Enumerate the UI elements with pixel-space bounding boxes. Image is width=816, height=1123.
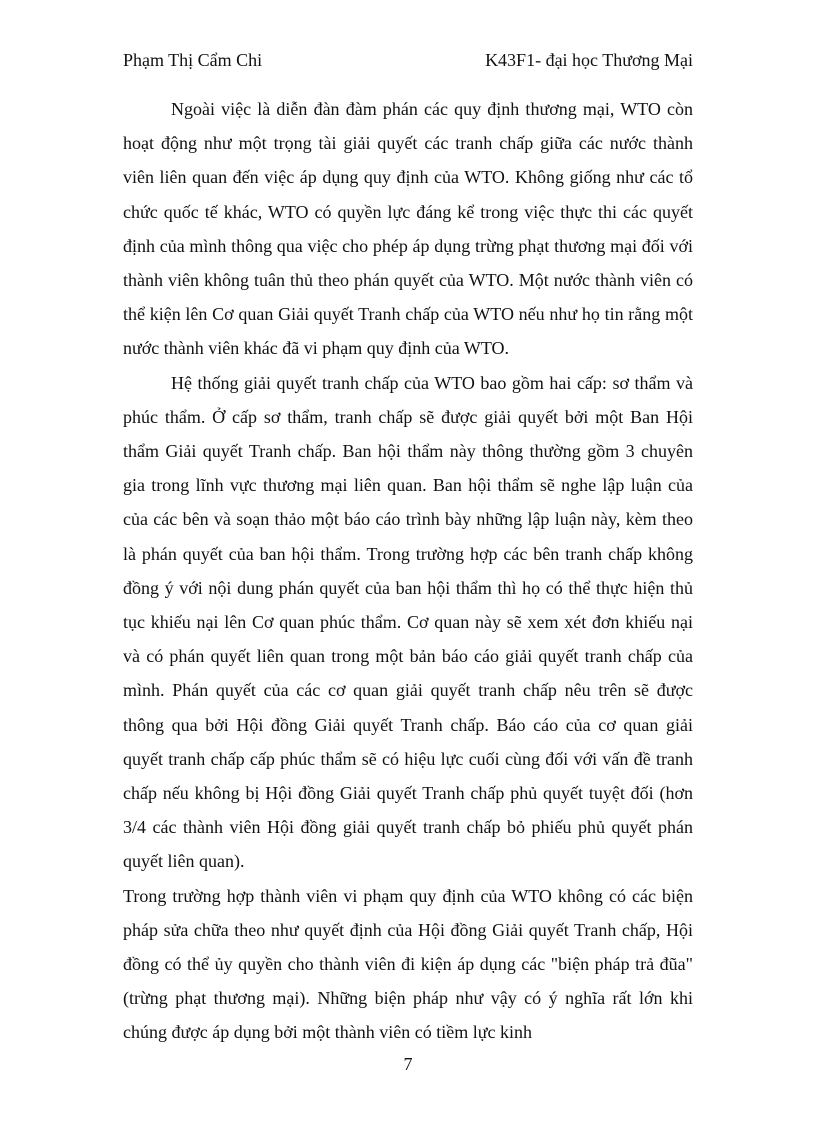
- header-class: K43F1- đại học Thương Mại: [485, 50, 693, 70]
- paragraph: Ngoài việc là diễn đàn đàm phán các quy định thương mại, WTO còn hoạt động như một trọng tài giải quyết các tranh chấp giữa các nước thành viên liên quan đến việc áp dụng quy định của WTO. Không giống như các tổ chức quốc tế khác, WTO có quyền lực đáng kể trong việc thực thi các quyết định của mình thông qua việc cho phép áp dụng trừng phạt thương mại đối với thành viên không tuân thủ theo phán quyết của WTO. Một nước thành viên có thể kiện lên Cơ quan Giải quyết Tranh chấp của WTO nếu như họ tin rằng một nước thành viên khác đã vi phạm quy định của WTO.: [123, 99, 693, 359]
- page-header: [123, 47, 693, 73]
- header-author: Phạm Thị Cẩm Chi: [123, 50, 263, 70]
- paragraph: Hệ thống giải quyết tranh chấp của WTO bao gồm hai cấp: sơ thẩm và phúc thẩm. Ở cấp sơ thẩm, tranh chấp sẽ được giải quyết bởi một Ban Hội thẩm Giải quyết Tranh chấp. Ban hội thẩm này thông thường gồm 3 chuyên gia trong lĩnh vực thương mại liên quan. Ban hội thẩm sẽ nghe lập luận của của các bên và soạn thảo một báo cáo trình bày những lập luận này, kèm theo là phán quyết của ban hội thẩm. Trong trường hợp các bên tranh chấp không đồng ý với nội dung phán quyết của ban hội thẩm thì họ có thể thực hiện thủ tục khiếu nại lên Cơ quan phúc thẩm. Cơ quan này sẽ xem xét đơn khiếu nại và có phán quyết liên quan trong một bản báo cáo giải quyết tranh chấp của mình. Phán quyết của các cơ quan giải quyết tranh chấp nêu trên sẽ được thông qua bởi Hội đồng Giải quyết Tranh chấp. Báo cáo của cơ quan giải quyết tranh chấp cấp phúc thẩm sẽ có hiệu lực cuối cùng đối với vấn đề tranh chấp nếu không bị Hội đồng Giải quyết Tranh chấp phủ quyết tuyệt đối (hơn 3/4 các thành viên Hội đồng giải quyết tranh chấp bỏ phiếu phủ quyết phán quyết liên quan).: [123, 372, 693, 872]
- paragraph: Trong trường hợp thành viên vi phạm quy định của WTO không có các biện pháp sửa chữa theo như quyết định của Hội đồng Giải quyết Tranh chấp, Hội đồng có thể ủy quyền cho thành viên đi kiện áp dụng các "biện pháp trả đũa" (trừng phạt thương mại). Những biện pháp như vậy có ý nghĩa rất lớn khi chúng được áp dụng bởi một thành viên có tiềm lực kinh: [123, 885, 693, 1043]
- page-number: 7: [403, 1054, 413, 1074]
- body-text: [123, 92, 693, 1050]
